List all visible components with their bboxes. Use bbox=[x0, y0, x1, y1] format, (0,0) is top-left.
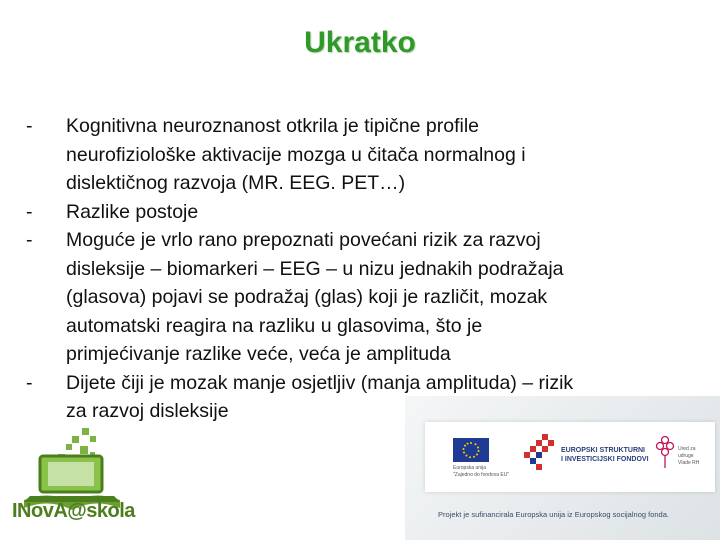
government-office-flower-icon bbox=[654, 434, 676, 470]
bullet-line: (glasova) pojavi se podražaj (glas) koji je različit, mozak bbox=[66, 286, 548, 308]
bullet-line: Razlike postoje bbox=[66, 200, 199, 223]
bullet-line: primjećivanje razlike veće, veća je amplituda bbox=[66, 343, 451, 365]
bullet-marker: - bbox=[26, 200, 33, 223]
bullet-line: dislektičnog razvoja (MR. EEG. PET…) bbox=[66, 172, 406, 194]
bullet-line: za razvoj disleksije bbox=[66, 400, 229, 422]
gov-line3: Vlade RH bbox=[678, 460, 700, 466]
bullet-line: disleksije – biomarkeri – EEG – u nizu jednakih podražaja bbox=[66, 257, 564, 280]
bullet-line: neurofiziološke aktivacije mozga u čitača normalnog i bbox=[66, 143, 526, 166]
bullet-marker: - bbox=[26, 229, 33, 251]
bullet-marker: - bbox=[26, 115, 33, 137]
esif-line1: EUROPSKI STRUKTURNI bbox=[561, 447, 646, 454]
bullet-list bbox=[26, 112, 706, 426]
bullet-line: automatski reagira na razliku u glasovima, što je bbox=[66, 314, 483, 337]
slide-title: Ukratko bbox=[304, 26, 416, 59]
funding-footer-text: Projekt je sufinancirala Europska unija iz Europskog socijalnog fonda. bbox=[438, 510, 669, 519]
logo-text: INovA@skola bbox=[12, 500, 135, 522]
bullet-item bbox=[26, 198, 706, 227]
gov-line2: udruge bbox=[678, 453, 694, 459]
bullet-item bbox=[26, 226, 706, 369]
gov-line1: Ured za bbox=[678, 446, 696, 452]
esif-checker-logo-icon bbox=[520, 432, 560, 472]
esif-line2: I INVESTICIJSKI FONDOVI bbox=[561, 456, 649, 463]
eu-flag-icon bbox=[453, 438, 489, 462]
eu-caption-line1: Europska unija bbox=[453, 465, 487, 471]
bullet-item bbox=[26, 112, 706, 198]
eu-caption-line2: "Zajedno do fondova EU" bbox=[453, 472, 510, 478]
bullet-line: Kognitivna neuroznanost otkrila je tipične profile bbox=[66, 115, 479, 137]
esif-fund-text bbox=[561, 446, 649, 464]
bullet-line: Moguće je vrlo rano prepoznati povećani rizik za razvoj bbox=[66, 229, 541, 251]
bullet-marker: - bbox=[26, 371, 33, 394]
bullet-line: Dijete čiji je mozak manje osjetljiv (manja amplituda) – rizik bbox=[66, 371, 574, 394]
